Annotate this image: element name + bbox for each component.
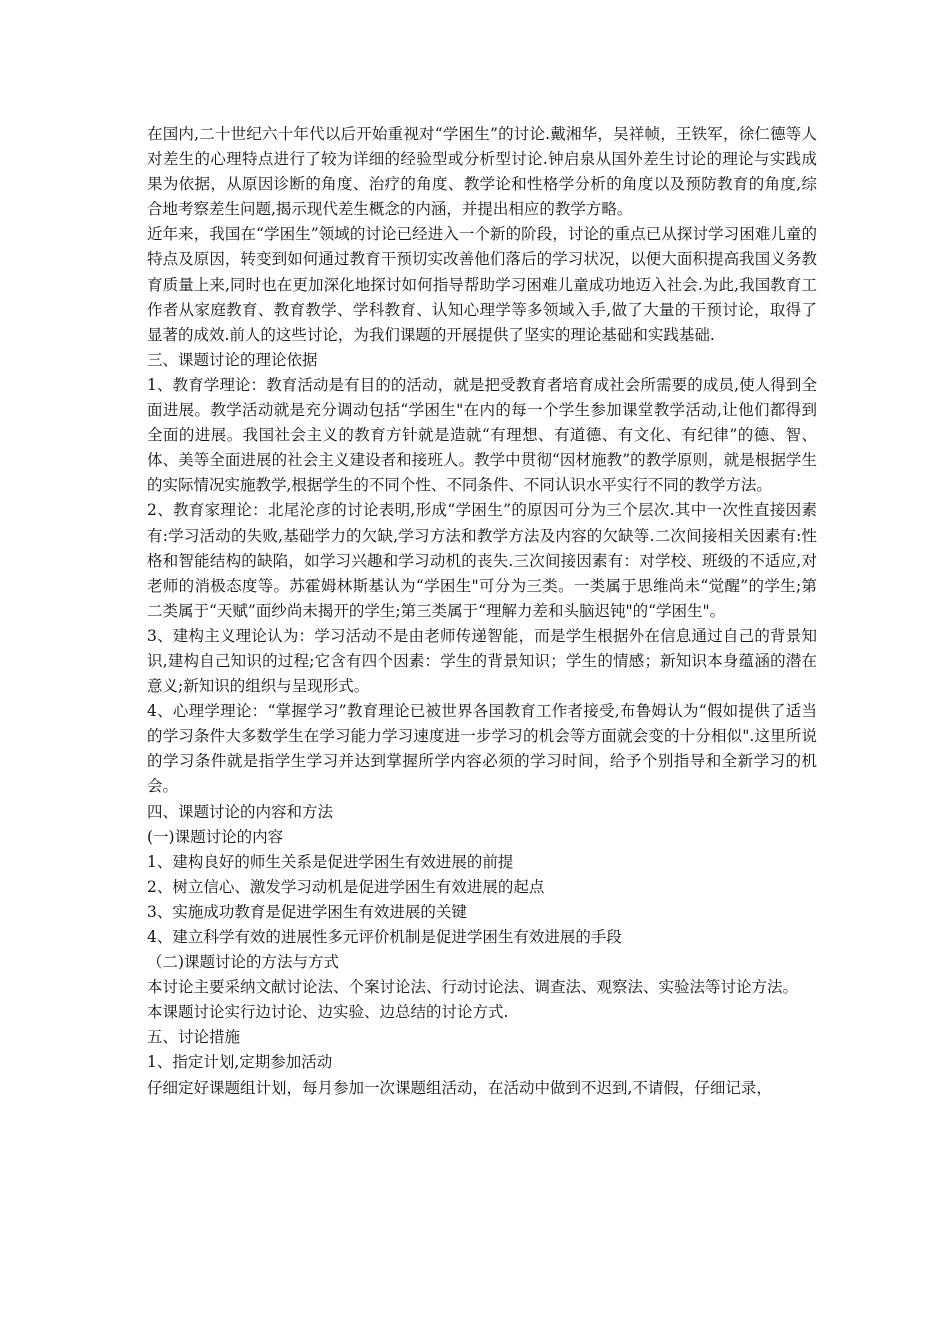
list-item-content-3: 3、实施成功教育是促进学困生有效进展的关键: [147, 902, 467, 921]
paragraph-pedagogy-theory: 1、教育学理论：教育活动是有目的的活动，就是把受教育者培育成社会所需要的成员,使人得到全面进展。教学活动就是充分调动包括“学困生"在内的每一个学生参加课堂教学活动,让他们都得到全面的进展。我国社会主义的教育方针就是造就“有理想、有道德、有文化、有纪律”的德、智、体、美等全面进展的社会主义建设者和接班人。教学中贯彻“因材施教”的教学原则，就是根据学生的实际情况实施教学,根据学生的不同个性、不同条件、不同认识水平实行不同的教学方法。: [147, 375, 817, 495]
subsection-heading-plan: 1、指定计划,定期参加活动: [147, 1053, 333, 1072]
subsection-heading-content: (一)课题讨论的内容: [147, 827, 284, 846]
list-item-content-4: 4、建立科学有效的进展性多元评价机制是促进学困生有效进展的手段: [147, 928, 622, 946]
list-item-content-1: 1、建构良好的师生关系是促进学困生有效进展的前提: [147, 852, 514, 871]
paragraph-plan-detail: 仔细定好课题组计划，每月参加一次课题组活动，在活动中做到不迟到,不请假，仔细记录，: [147, 1078, 772, 1097]
paragraph-psychology-theory: 4、心理学理论：“掌握学习”教育理论已被世界各国教育工作者接受,布鲁姆认为“假如提供了适当的学习条件大多数学生在学习能力学习速度进一步学习的机会等方面就会变的十分相似".这里所说的学习条件就是指学生学习并达到掌握所学内容必须的学习时间，给予个别指导和全新学习的机会。: [147, 702, 817, 796]
section-heading-content-method: 四、课题讨论的内容和方法: [147, 802, 334, 821]
section-heading-theory-basis: 三、课题讨论的理论依据: [147, 350, 318, 369]
document-body: [147, 122, 817, 1101]
section-heading-measures: 五、讨论措施: [147, 1028, 241, 1047]
subsection-heading-method: （二)课题讨论的方法与方式: [147, 953, 340, 972]
list-item-content-2: 2、树立信心、激发学习动机是促进学困生有效进展的起点: [147, 877, 545, 896]
paragraph-constructivism-theory: 3、建构主义理论认为：学习活动不是由老师传递智能，而是学生根据外在信息通过自己的背景知识,建构自己知识的过程;它含有四个因素：学生的背景知识；学生的情感；新知识本身蕴涵的潜在意义;新知识的组织与呈现形式。: [147, 626, 817, 696]
paragraph-domestic-research: 在国内,二十世纪六十年代以后开始重视对“学困生”的讨论.戴湘华，吴祥帧，王铁军，徐仁德等人对差生的心理特点进行了较为详细的经验型或分析型讨论.钟启泉从国外差生讨论的理论与实践成果为依据，从原因诊断的角度、治疗的角度、教学论和性格学分析的角度以及预防教育的角度,综合地考察差生问题,揭示现代差生概念的内涵，并提出相应的教学方略。: [147, 125, 817, 219]
paragraph-educator-theory: 2、教育家理论：北尾沦彦的讨论表明,形成“学困生”的原因可分为三个层次.其中一次性直接因素有:学习活动的失败,基础学力的欠缺,学习方法和教学方法及内容的欠缺等.二次间接相关因素有:性格和智能结构的缺陷，如学习兴趣和学习动机的丧失.三次间接因素有：对学校、班级的不适应,对老师的消极态度等。苏霍姆林斯基认为“学困生"可分为三类。一类属于思维尚未“觉醒”的学生;第二类属于“天赋”面纱尚未揭开的学生;第三类属于“理解力差和头脑迟钝"的“学困生"。: [147, 501, 817, 620]
paragraph-recent-research: 近年来，我国在“学困生”领域的讨论已经进入一个新的阶段，讨论的重点已从探讨学习困难儿童的特点及原因，转变到如何通过教育干预切实改善他们落后的学习状况，以便大面积提高我国义务教育质量上来,同时也在更加深化地探讨如何指导帮助学习困难儿童成功地迈入社会.为此,我国教育工作者从家庭教育、教育教学、学科教育、认知心理学等多领域入手,做了大量的干预讨论，取得了显著的成效.前人的这些讨论，为我们课题的开展提供了坚实的理论基础和实践基础.: [147, 225, 817, 344]
paragraph-research-approach: 本课题讨论实行边讨论、边实验、边总结的讨论方式.: [147, 1003, 509, 1022]
paragraph-research-methods: 本讨论主要采纳文献讨论法、个案讨论法、行动讨论法、调查法、观察法、实验法等讨论方法。: [147, 978, 799, 997]
